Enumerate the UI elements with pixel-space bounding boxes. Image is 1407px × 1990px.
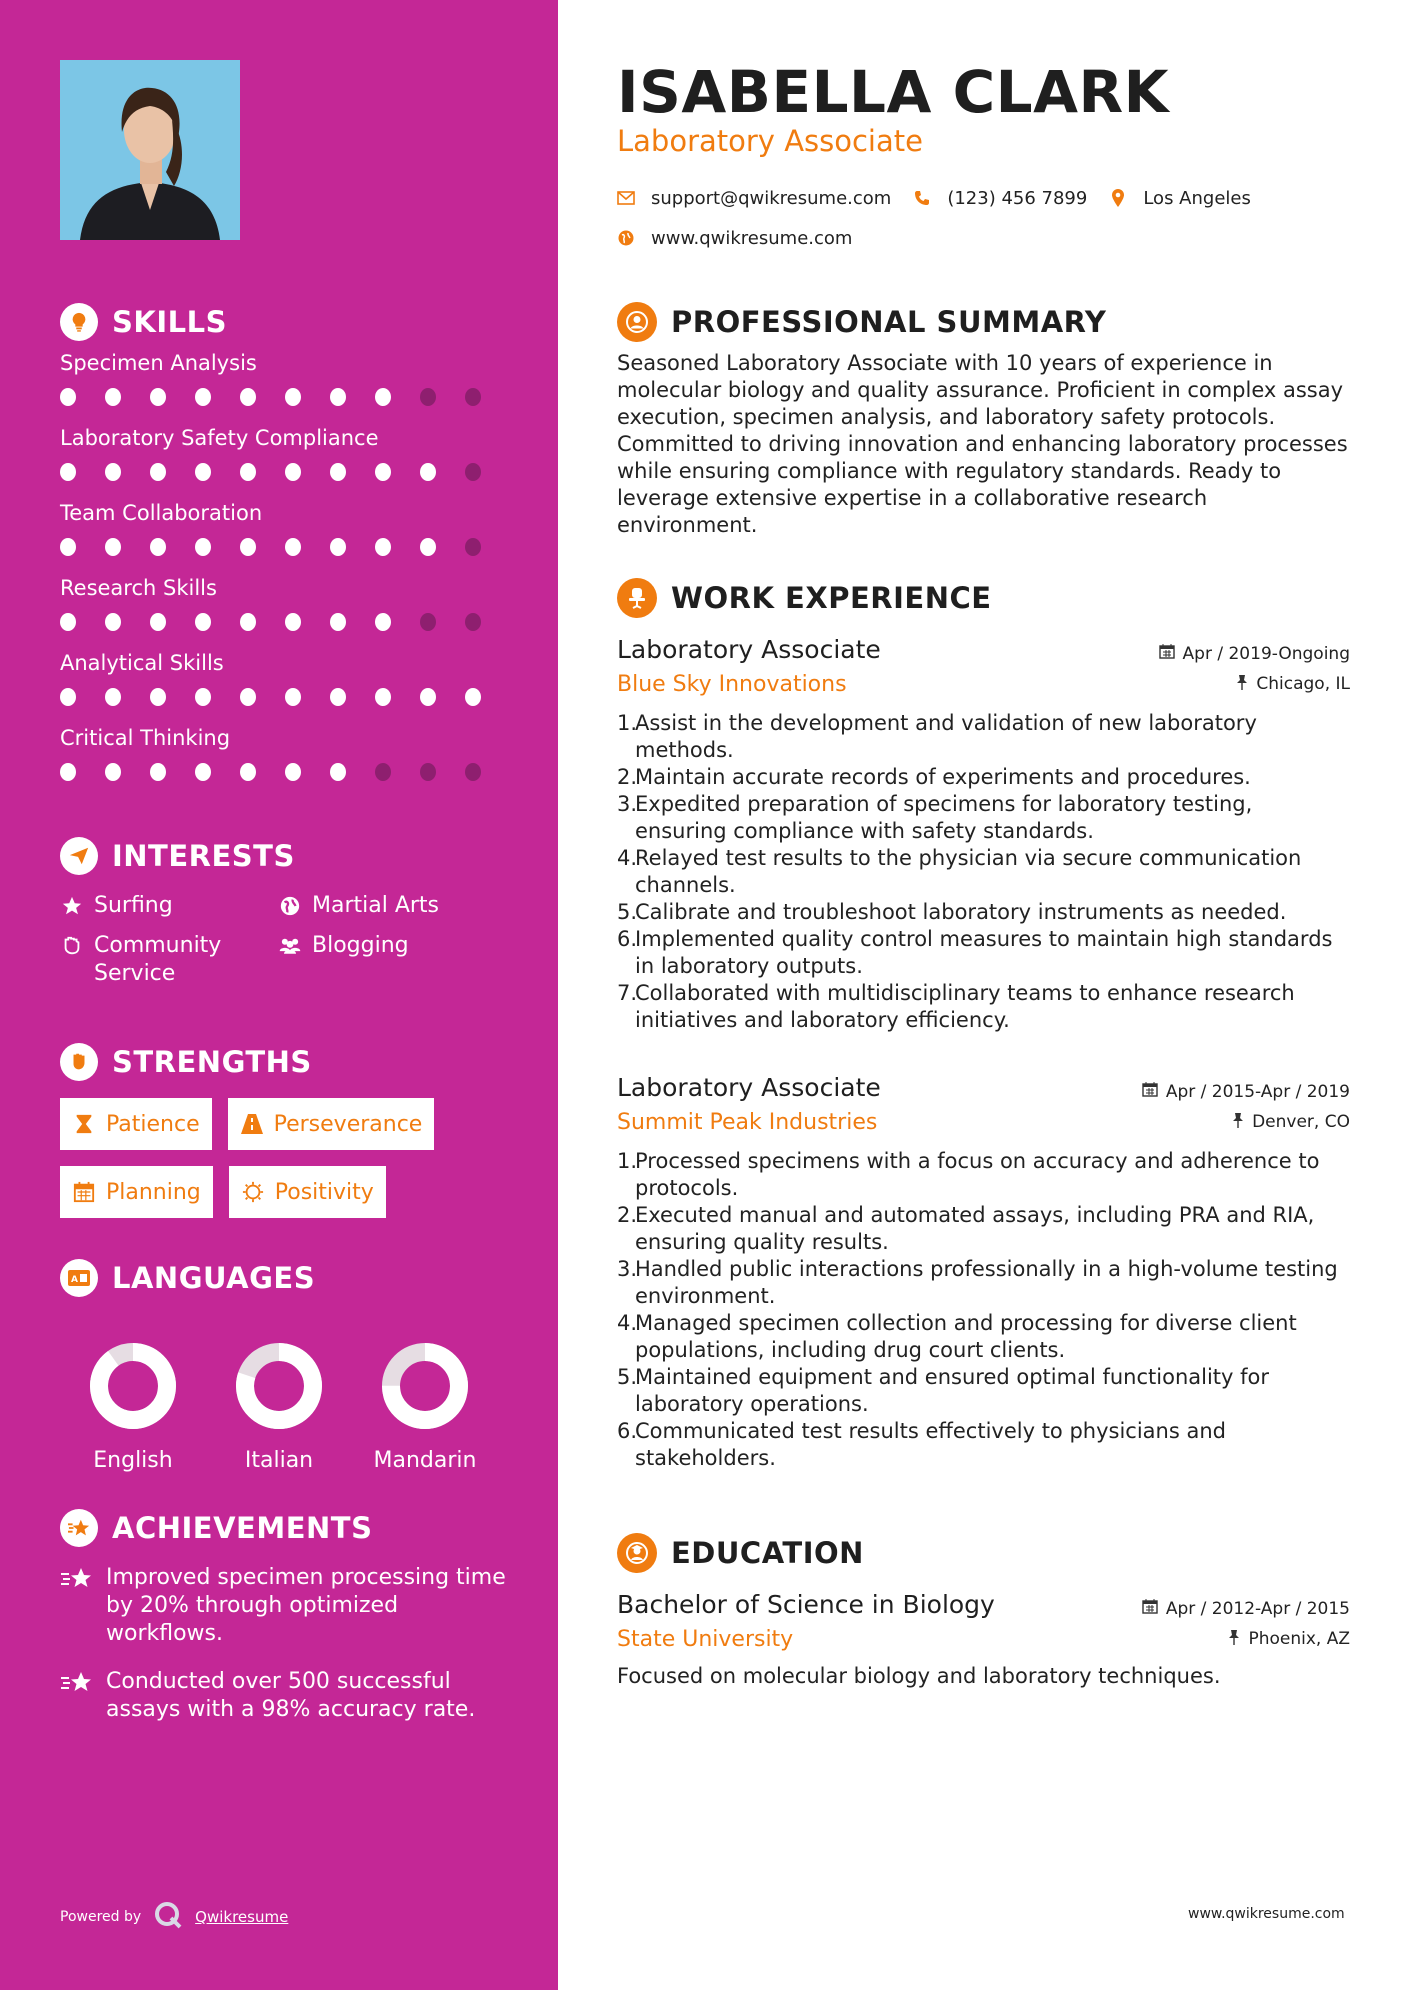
- duty-item: 3. Expedited preparation of specimens for laboratory testing, ensuring compliance with safety standards.: [617, 792, 1253, 843]
- rating-dot-empty: [465, 613, 481, 631]
- skills-list: [60, 348, 510, 798]
- rating-dot-filled: [420, 463, 436, 481]
- rating-dot-empty: [465, 538, 481, 556]
- achievement-item: Conducted over 500 successful assays with a 98% accuracy rate.: [60, 1668, 510, 1724]
- language-item: [60, 1342, 206, 1473]
- job-list: [617, 630, 1350, 1472]
- calendar-icon: [1159, 643, 1175, 664]
- phone-icon: [913, 189, 931, 207]
- summary-section: [617, 300, 1350, 539]
- rating-dot-filled: [105, 688, 121, 706]
- job-date: Apr / 2015-Apr / 2019: [1142, 1081, 1350, 1102]
- rating-dot-filled: [375, 613, 391, 631]
- skill-rating: [60, 607, 510, 637]
- job-location: Denver, CO: [1232, 1112, 1350, 1133]
- skill-rating: [60, 682, 510, 712]
- language-icon: [60, 1259, 98, 1297]
- rating-dot-filled: [60, 463, 76, 481]
- calendar-icon: [72, 1180, 96, 1204]
- school-name: State University: [617, 1626, 794, 1652]
- candidate-role: Laboratory Associate: [617, 124, 923, 158]
- strength-badge: Planning: [60, 1166, 213, 1218]
- summary-heading: PROFESSIONAL SUMMARY: [617, 300, 1350, 344]
- duty-item: 1. Assist in the development and validation of new laboratory methods.: [617, 711, 1257, 762]
- interest-item: Surfing: [60, 892, 278, 920]
- skills-section: [60, 300, 510, 798]
- rating-dot-filled: [375, 463, 391, 481]
- skill-name: Analytical Skills: [60, 651, 224, 675]
- rating-dot-filled: [375, 388, 391, 406]
- duty-item: 2. Maintain accurate records of experiments and procedures.: [617, 765, 1251, 789]
- powered-by: Powered by Qwikresume: [60, 1900, 288, 1934]
- rating-dot-empty: [420, 613, 436, 631]
- candidate-name: ISABELLA CLARK: [617, 58, 1170, 126]
- job-entry: [617, 1068, 1350, 1472]
- rating-dot-filled: [240, 763, 256, 781]
- job-duties: [617, 710, 1350, 1034]
- language-level-ring: [235, 1342, 323, 1430]
- duty-item: 4. Managed specimen collection and processing for diverse client populations, including drug court clients.: [617, 1311, 1297, 1362]
- duty-item: 7. Collaborated with multidisciplinary teams to enhance research initiatives and laboratory efficiency.: [617, 981, 1295, 1032]
- rating-dot-filled: [240, 688, 256, 706]
- experience-section: [617, 576, 1350, 1472]
- pushpin-icon: [1228, 1629, 1240, 1650]
- skill-rating: [60, 757, 510, 787]
- skill-name: Team Collaboration: [60, 501, 263, 525]
- graduate-icon: [617, 1533, 657, 1573]
- education-entry: [617, 1585, 1350, 1690]
- duty-item: 5. Maintained equipment and ensured optimal functionality for laboratory operations.: [617, 1365, 1269, 1416]
- rating-dot-filled: [150, 613, 166, 631]
- duty-item: 4. Relayed test results to the physician via secure communication channels.: [617, 846, 1302, 897]
- interest-item: Community Service: [60, 932, 278, 988]
- job-company: Blue Sky Innovations: [617, 671, 847, 697]
- sun-icon: [241, 1180, 265, 1204]
- skills-heading: SKILLS: [60, 300, 510, 344]
- job-location: Chicago, IL: [1236, 674, 1350, 695]
- rating-dot-empty: [465, 388, 481, 406]
- chair-icon: [617, 578, 657, 618]
- shooting-star-icon: [60, 1564, 96, 1592]
- rating-dot-filled: [60, 613, 76, 631]
- globe-icon: [278, 892, 302, 920]
- road-icon: [240, 1112, 264, 1136]
- rating-dot-empty: [465, 763, 481, 781]
- language-name: English: [93, 1448, 173, 1473]
- rating-dot-empty: [375, 763, 391, 781]
- rating-dot-filled: [285, 763, 301, 781]
- qwikresume-logo-icon: [153, 1900, 183, 1934]
- strengths-section: [60, 1040, 510, 1218]
- rating-dot-filled: [195, 463, 211, 481]
- rating-dot-filled: [60, 388, 76, 406]
- svg-text:A: A: [71, 1275, 78, 1285]
- rating-dot-filled: [330, 688, 346, 706]
- job-date: Apr / 2019-Ongoing: [1159, 643, 1350, 664]
- strength-badge: Perseverance: [228, 1098, 435, 1150]
- language-name: Italian: [244, 1448, 314, 1473]
- rating-dot-filled: [105, 763, 121, 781]
- rating-dot-filled: [240, 613, 256, 631]
- strengths-list: [60, 1098, 490, 1218]
- rating-dot-filled: [195, 763, 211, 781]
- skill-item: [60, 498, 510, 573]
- rating-dot-filled: [285, 388, 301, 406]
- rating-dot-filled: [150, 538, 166, 556]
- calendar-icon: [1142, 1081, 1158, 1102]
- rating-dot-filled: [150, 763, 166, 781]
- star-icon: [60, 892, 84, 920]
- rating-dot-empty: [420, 388, 436, 406]
- rating-dot-filled: [60, 688, 76, 706]
- rating-dot-filled: [330, 538, 346, 556]
- languages-heading: A LANGUAGES: [60, 1256, 510, 1300]
- job-entry: [617, 630, 1350, 1034]
- education-section: [617, 1531, 1350, 1690]
- rating-dot-filled: [150, 388, 166, 406]
- rating-dot-filled: [420, 688, 436, 706]
- qwikresume-link[interactable]: Qwikresume: [195, 1908, 289, 1926]
- rating-dot-filled: [285, 538, 301, 556]
- duty-item: 2. Executed manual and automated assays, including PRA and RIA, ensuring quality results.: [617, 1203, 1315, 1254]
- lightbulb-icon: [60, 303, 98, 341]
- language-level-ring: [381, 1342, 469, 1430]
- language-name: Mandarin: [373, 1448, 477, 1473]
- profile-photo: [60, 60, 240, 240]
- summary-text: Seasoned Laboratory Associate with 10 years of experience in molecular biology and quality assurance. Proficient in complex assay execution, specimen analysis, and laboratory safety protocols. Committed to driving innovation and enhancing laboratory processes while ensuring compliance with regulatory standards. Ready to leverage extensive expertise in a collaborative research environment.: [617, 351, 1348, 537]
- rating-dot-filled: [285, 463, 301, 481]
- skill-name: Research Skills: [60, 576, 217, 600]
- interests-heading: INTERESTS: [60, 834, 510, 878]
- skill-name: Laboratory Safety Compliance: [60, 426, 379, 450]
- sidebar: [0, 0, 558, 1990]
- skill-item: [60, 723, 510, 798]
- education-date: Apr / 2012-Apr / 2015: [1142, 1598, 1350, 1619]
- language-ring-fill: [99, 1352, 167, 1420]
- duty-item: 3. Handled public interactions professionally in a high-volume testing environment.: [617, 1257, 1338, 1308]
- rating-dot-filled: [375, 538, 391, 556]
- education-description: Focused on molecular biology and laboratory techniques.: [617, 1664, 1221, 1688]
- skill-item: [60, 648, 510, 723]
- rating-dot-filled: [330, 463, 346, 481]
- achievements-section: [60, 1506, 510, 1724]
- interests-section: [60, 834, 510, 988]
- skill-rating: [60, 382, 510, 412]
- skill-rating: [60, 457, 510, 487]
- rating-dot-filled: [195, 613, 211, 631]
- education-heading: EDUCATION: [617, 1531, 1350, 1575]
- strength-badge: Patience: [60, 1098, 212, 1150]
- rating-dot-filled: [285, 613, 301, 631]
- skill-item: [60, 423, 510, 498]
- calendar-icon: [1142, 1598, 1158, 1619]
- achievements-list: [60, 1564, 510, 1724]
- user-icon: [617, 302, 657, 342]
- language-level-ring: [89, 1342, 177, 1430]
- languages-list: [60, 1342, 510, 1473]
- rating-dot-filled: [285, 688, 301, 706]
- interests-list: [60, 892, 510, 988]
- phone-contact[interactable]: (123) 456 7899: [913, 188, 1087, 209]
- rating-dot-filled: [240, 388, 256, 406]
- duty-item: 6. Implemented quality control measures to maintain high standards in laboratory outputs.: [617, 927, 1333, 978]
- rating-dot-filled: [465, 688, 481, 706]
- interest-item: Blogging: [278, 932, 508, 988]
- rating-dot-filled: [150, 688, 166, 706]
- strength-badge: Positivity: [229, 1166, 386, 1218]
- rating-dot-filled: [420, 538, 436, 556]
- job-title: Laboratory Associate: [617, 635, 881, 664]
- job-title: Laboratory Associate: [617, 1073, 881, 1102]
- interest-item: Martial Arts: [278, 892, 508, 920]
- fist-icon: [60, 1043, 98, 1081]
- job-duties: [617, 1148, 1350, 1472]
- skill-item: [60, 573, 510, 648]
- job-company: Summit Peak Industries: [617, 1109, 878, 1135]
- rating-dot-filled: [105, 388, 121, 406]
- pushpin-icon: [1232, 1112, 1244, 1133]
- skill-rating: [60, 532, 510, 562]
- shooting-star-icon: [60, 1509, 98, 1547]
- strengths-heading: STRENGTHS: [60, 1040, 510, 1084]
- rating-dot-filled: [150, 463, 166, 481]
- rating-dot-filled: [60, 763, 76, 781]
- rating-dot-filled: [195, 538, 211, 556]
- location-contact: Los Angeles: [1109, 188, 1251, 209]
- map-pin-icon: [1109, 189, 1127, 207]
- website-contact[interactable]: www.qwikresume.com: [617, 228, 852, 249]
- rating-dot-filled: [330, 613, 346, 631]
- duty-item: 1. Processed specimens with a focus on accuracy and adherence to protocols.: [617, 1149, 1320, 1200]
- email-contact[interactable]: support@qwikresume.com: [617, 188, 891, 209]
- degree-title: Bachelor of Science in Biology: [617, 1590, 995, 1619]
- rating-dot-filled: [330, 763, 346, 781]
- envelope-icon: [617, 189, 635, 207]
- skill-name: Critical Thinking: [60, 726, 231, 750]
- language-item: [352, 1342, 498, 1473]
- pushpin-icon: [1236, 674, 1248, 695]
- language-item: [206, 1342, 352, 1473]
- contact-info: [617, 178, 1273, 258]
- skill-name: Specimen Analysis: [60, 351, 257, 375]
- duty-item: 5. Calibrate and troubleshoot laboratory instruments as needed.: [617, 900, 1287, 924]
- globe-icon: [617, 229, 635, 247]
- experience-heading: WORK EXPERIENCE: [617, 576, 1350, 620]
- duty-item: 6. Communicated test results effectively to physicians and stakeholders.: [617, 1419, 1226, 1470]
- footer-website[interactable]: www.qwikresume.com: [1188, 1906, 1345, 1922]
- languages-section: [60, 1256, 510, 1473]
- shooting-star-icon: [60, 1668, 96, 1696]
- achievement-item: Improved specimen processing time by 20% through optimized workflows.: [60, 1564, 510, 1648]
- rating-dot-filled: [105, 463, 121, 481]
- rating-dot-filled: [330, 388, 346, 406]
- hand-icon: [60, 932, 84, 960]
- rating-dot-empty: [465, 463, 481, 481]
- education-location: Phoenix, AZ: [1228, 1629, 1350, 1650]
- skill-item: [60, 348, 510, 423]
- achievements-heading: ACHIEVEMENTS: [60, 1506, 510, 1550]
- rating-dot-filled: [240, 463, 256, 481]
- rating-dot-filled: [195, 388, 211, 406]
- rating-dot-filled: [195, 688, 211, 706]
- rating-dot-filled: [375, 688, 391, 706]
- paper-plane-icon: [60, 837, 98, 875]
- rating-dot-filled: [240, 538, 256, 556]
- rating-dot-empty: [420, 763, 436, 781]
- rating-dot-filled: [60, 538, 76, 556]
- users-icon: [278, 932, 302, 960]
- rating-dot-filled: [105, 538, 121, 556]
- rating-dot-filled: [105, 613, 121, 631]
- main-content: [617, 0, 1350, 1990]
- hourglass-icon: [72, 1112, 96, 1136]
